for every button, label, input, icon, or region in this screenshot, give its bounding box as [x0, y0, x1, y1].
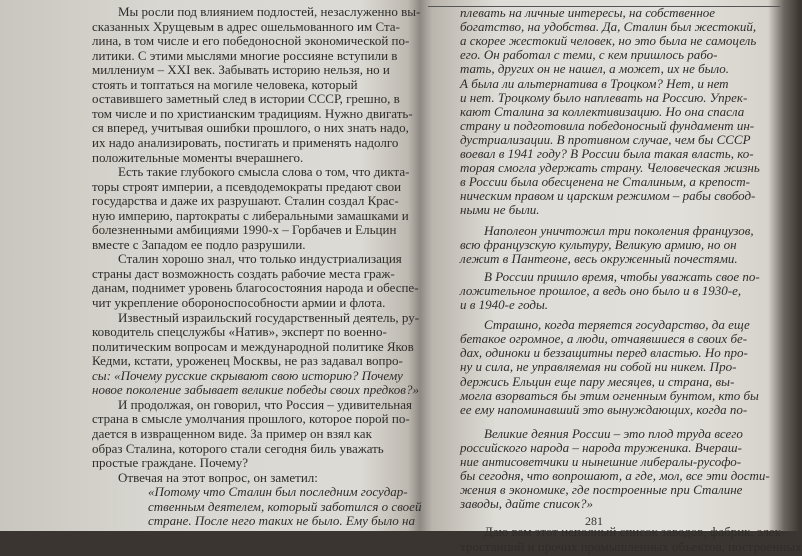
text-line: торая смогла удержать страну. Человеческая жизнь	[460, 160, 760, 176]
text-line: «Потому что Сталин был последним государ-	[148, 484, 408, 500]
text-line: стоять и топтаться на могиле человека, который	[92, 76, 358, 92]
text-line: лежит в Пантеоне, весь окруженный почестями.	[460, 250, 738, 266]
text-line: положительные моменты вчерашнего.	[92, 149, 304, 165]
text-line: Даю вам этот неполный список заводов, фабрик, элек-	[484, 524, 786, 540]
text-line: ными не были.	[460, 202, 540, 218]
text-line: Великие деяния России – это плод труда всего	[484, 425, 743, 441]
text-line: кают Сталина за коллективизацию. Но она спасла	[460, 103, 745, 119]
text-line: литики. С этими мыслями многие россияне вступили в	[92, 47, 398, 63]
text-line: богатство, на удобства. Да, Сталин был жестокий,	[460, 19, 757, 35]
text-line: стране. После него таких не было. Ему было на	[148, 513, 416, 529]
text-line: данам, поднимет уровень благосостояния народа и обеспе-	[92, 280, 419, 296]
text-line: держись Ельцин еще пару месяцев, и страна, вы-	[460, 373, 735, 389]
text-line: Известный израильский государственный деятель, ру-	[118, 309, 420, 325]
text-line: Сталин хорошо знал, что только индустриализация	[118, 251, 402, 267]
text-line: ложительное прошлое, а ведь оно было и в 1930-е,	[460, 282, 742, 298]
text-line: ную империю, партократы с либеральными замашками и	[92, 207, 409, 223]
text-line: миллениум – XXI век. Забывать историю нельзя, но и	[92, 62, 390, 78]
text-line: Наполеон уничтожил три поколения французов,	[484, 222, 754, 238]
text-line: болезненными амбициями 1990-х – Горбачев и Ельцин	[92, 222, 397, 238]
text-line: простые граждане. Почему?	[92, 455, 249, 471]
text-line: российского народа – народа труженика. Вчераш-	[460, 439, 742, 455]
text-line: дустриализации. В противном случае, чем бы СССР	[460, 131, 751, 147]
text-line: Есть такие глубокого смысла слова о том, что дикта-	[118, 164, 410, 180]
text-line: Страшно, когда теряется государство, да еще	[484, 317, 750, 333]
text-line: дах, одиноки и беззащитны перед властью. Но про-	[460, 345, 748, 361]
text-line: ее ему напоминавший это вынуждающих, когда по-	[460, 401, 748, 417]
text-line: заводы, дайте список?»	[460, 496, 594, 512]
text-line: воевал в 1941 году? В России была такая власть, ко-	[460, 146, 754, 161]
text-line: том числе и по христианским традициям. Нужно двигать-	[92, 105, 413, 121]
text-line: плевать на личные интересы, на собственное	[460, 5, 716, 20]
text-line: страна в смысле умолчания прошлого, которое порой по-	[92, 411, 410, 427]
text-line: всю французскую культуру, Великую армию, но он	[460, 236, 737, 252]
text-line: и нет. Троцкому было наплевать на Россию. Упрек-	[460, 89, 748, 105]
text-line: ние антисоветчики и нынешние либералы-русофо-	[460, 454, 742, 469]
right-page	[418, 0, 802, 554]
text-line: Кедми, кстати, уроженец Москвы, не раз задавал вопро-	[92, 353, 403, 369]
text-line: вместе с Западом ее подло разрушили.	[92, 236, 306, 252]
text-line: ну и сила, не управляемая ни собой ни никем. Про-	[460, 359, 737, 375]
text-line: А была ли альтернатива в Троцком? Нет, и нет	[460, 75, 729, 91]
text-line: их надо анализировать, постигать и применять надолго	[92, 134, 399, 150]
text-line: И продолжая, он говорил, что Россия – удивительная	[118, 396, 413, 412]
text-line: тать, других он не нашел, а может, их не было.	[460, 61, 730, 77]
text-line: жения в экономике, где построенные при Сталине	[460, 482, 743, 498]
text-line: тростанций и прочих промышленных объектов, построенных	[460, 538, 802, 554]
text-line: ственным деятелем, который заботился о своей	[148, 498, 422, 514]
text-line: торы строят империи, а псевдодемократы предают свои	[92, 178, 402, 194]
text-line: образ Сталина, которого стали сегодня биль уважать	[92, 440, 384, 456]
text-line: страну и подготовила победоносный фундамент ин-	[460, 117, 755, 133]
text-line: страны даст возможность создать рабочие места граж-	[92, 265, 395, 281]
text-line: государства и даже их разрушают. Сталин создал Крас-	[92, 193, 399, 209]
text-line: сказанных Хрущевым в адрес ошельмованного им Ста-	[92, 18, 400, 34]
text-line: политическим вопросам и международной политике Яков	[92, 338, 414, 354]
text-line: дается в извращенном виде. За пример он взял как	[92, 425, 372, 441]
text-line: Мы росли под влиянием подлостей, незаслуженно вы-	[118, 4, 421, 19]
text-line: а скорее жестокий человек, но это была не самоцель	[460, 33, 757, 49]
text-line: бы сегодня, что вопрошают, а где, мол, все эти дости-	[460, 468, 770, 484]
text-line: лина, в том числе и его победоносной экономической по-	[92, 33, 410, 49]
text-line: чит укрепление обороноспособности армии и флота.	[92, 295, 386, 310]
text-line: его. Он работал с теми, с кем пришлось рабо-	[460, 47, 718, 63]
text-line: могла взорваться бы этим огненным бунтом, кто бы	[460, 387, 759, 403]
text-line: ническим правом и царским режимом – рабы свобод-	[460, 188, 756, 204]
text-line: В России пришло время, чтобы уважать свое по-	[484, 268, 760, 284]
text-line: ководитель спецслужбы «Натив», эксперт по военно-	[92, 324, 387, 340]
text-line: новое поколение забывает великие победы своих предков?»	[92, 382, 419, 398]
text-line: бетакое огромное, а люди, отчаявшиеся в своих бе-	[460, 331, 748, 347]
text-line: сы: «Почему русские скрывают свою историю? Почему	[92, 367, 403, 383]
text-line: ся вперед, учитывая ошибки прошлого, о них знать надо,	[92, 120, 409, 136]
text-line: и в 1940-е годы.	[460, 297, 549, 312]
text-line: Отвечая на этот вопрос, он заметил:	[118, 469, 318, 485]
text-line: оставившего заметный след в истории СССР, грешно, в	[92, 91, 400, 107]
page-number: 281	[585, 514, 603, 528]
text-line: в России была обесценена не Сталиным, а крепост-	[460, 174, 750, 190]
